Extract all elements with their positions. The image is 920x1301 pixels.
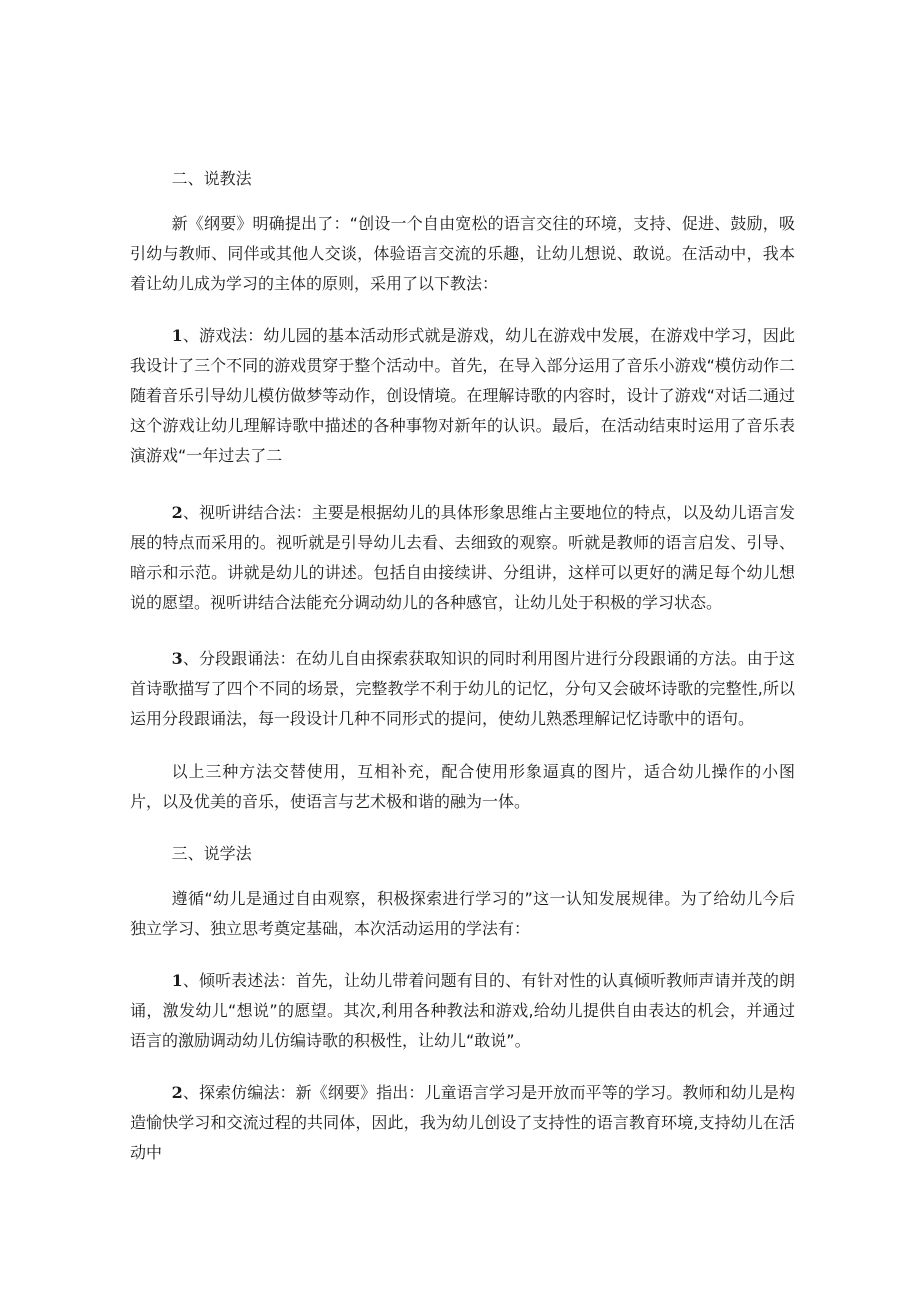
list-number: 3 [171,649,183,668]
paragraph-guidelines-intro: 新《纲要》明确提出了：“创设一个自由宽松的语言交往的环境，支持、促进、鼓励，吸引幼与教师、同伴或其他人交谈，体验语言交流的乐趣，让幼儿想说、敢说。在活动中，我本着让幼儿成为学习的主体的原则，采用了以下教法： [130,214,795,293]
section-heading-learning-methods: 三、说学法 [171,844,252,863]
list-item-text: 、视听讲结合法：主要是根据幼儿的具体形象思维占主要地位的特点，以及幼儿语言发展的特点而采用的。视听就是引导幼儿去看、去细致的观察。听就是教师的语言启发、引导、暗示和示范。讲就是幼儿的讲述。包括自由接续讲、分组讲，这样可以更好的满足每个幼儿想说的愿望。视听讲结合法能充分调动幼儿的各种感官，让幼儿处于积极的学习状态。 [130,503,795,612]
list-number: 1 [171,326,183,345]
list-number: 2 [171,1083,183,1102]
paragraph-methods-summary: 以上三种方法交替使用，互相补充，配合使用形象逼真的图片，适合幼儿操作的小图片，以及优美的音乐，使语言与艺术极和谐的融为一体。 [130,762,795,811]
list-item-game-method [130,321,795,471]
paragraph-learning-law: 遵循“幼儿是通过自由观察，积极探索进行学习的”这一认知发展规律。为了给幼儿今后独立学习、独立思考奠定基础，本次活动运用的学法有： [130,889,795,938]
section-heading-teaching-methods: 二、说教法 [171,169,252,188]
list-item-text: 、游戏法：幼儿园的基本活动形式就是游戏，幼儿在游戏中发展，在游戏中学习，因此我设计了三个不同的游戏贯穿于整个活动中。首先，在导入部分运用了音乐小游戏“模仿动作二随着音乐引导幼儿模仿做梦等动作，创设情境。在理解诗歌的内容时，设计了游戏“对话二通过这个游戏让幼儿理解诗歌中描述的各种事物对新年的认识。最后，在活动结束时运用了音乐表演游戏“一年过去了二 [130,326,795,465]
list-item-text: 、倾听表述法：首先，让幼儿带着问题有目的、有针对性的认真倾听教师声请并茂的朗诵，激发幼儿“想说”的愿望。其次,利用各种教法和游戏,给幼儿提供自由表达的机会，并通过语言的激励调动幼儿仿编诗歌的积极性，让幼儿“敢说”。 [130,971,795,1050]
list-item-listening-method [130,966,795,1056]
list-item-text: 、分段跟诵法：在幼儿自由探索获取知识的同时利用图片进行分段跟诵的方法。由于这首诗歌描写了四个不同的场景，完整教学不利于幼儿的记忆，分句又会破坏诗歌的完整性,所以运用分段跟诵法，每一段设计几种不同形式的提问，使幼儿熟悉理解记忆诗歌中的语句。 [130,649,795,728]
list-number: 1 [171,971,183,990]
list-number: 2 [171,503,183,522]
list-item-text: 、探索仿编法：新《纲要》指出：儿童语言学习是开放而平等的学习。教师和幼儿是构造愉快学习和交流过程的共同体，因此，我为幼儿创设了支持性的语言教育环境,支持幼儿在活动中 [130,1083,795,1162]
list-item-segment-recitation-method [130,644,795,734]
list-item-audiovisual-method [130,498,795,618]
list-item-exploration-method [130,1078,795,1168]
